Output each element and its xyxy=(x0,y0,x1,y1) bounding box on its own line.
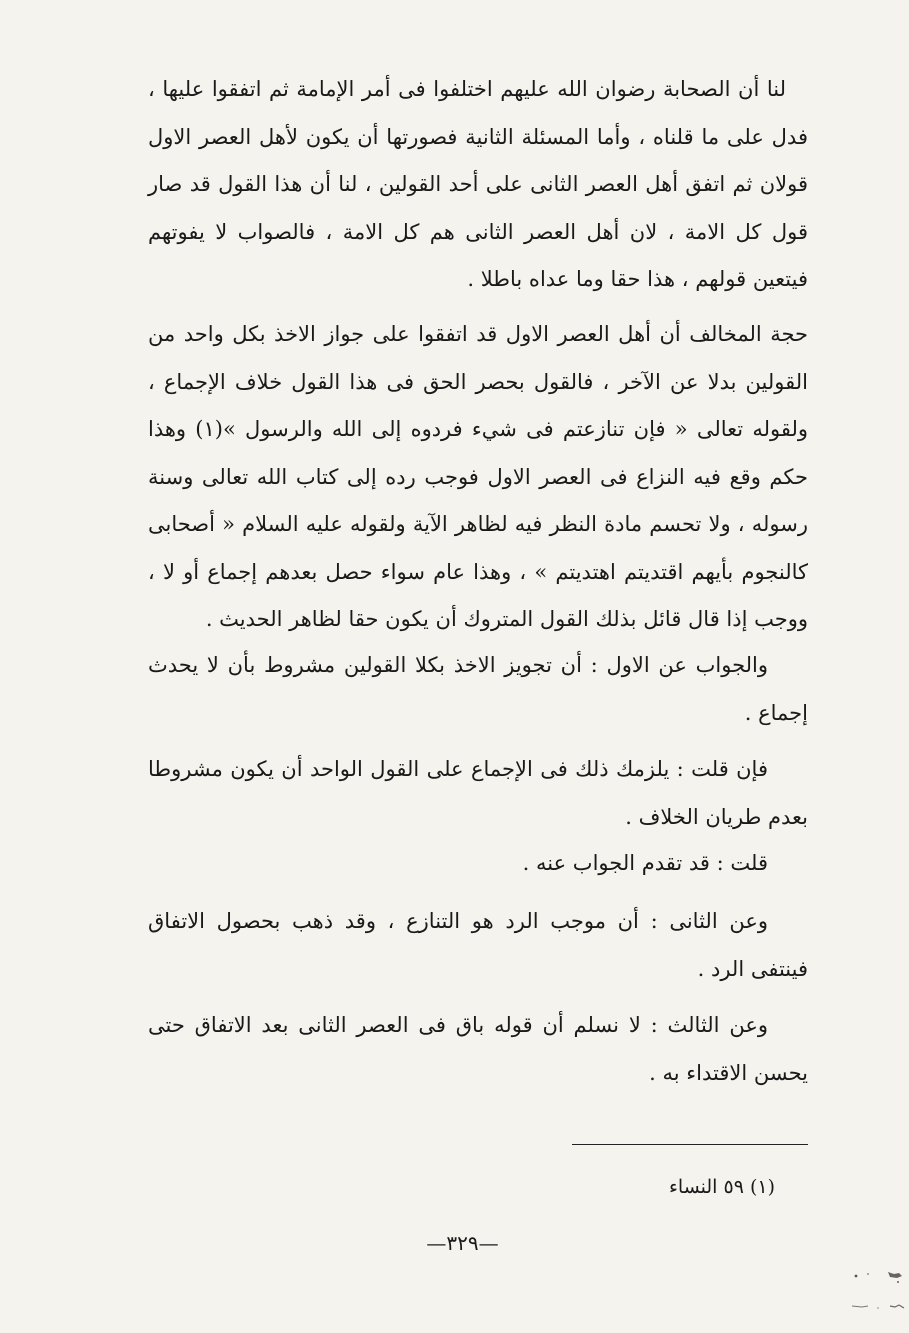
paragraph-7: وعن الثالث : لا نسلم أن قوله باق فى العصر الثانى بعد الاتفاق حتى يحسن الاقتداء به . xyxy=(148,1013,808,1085)
main-text-2 xyxy=(148,311,808,644)
paragraph-1: لنا أن الصحابة رضوان الله عليهم اختلفوا فى أمر الإمامة ثم اتفقوا عليها ، فدل على ما قلناه ، وأما المسئلة الثانية فصورتها أن يكون لأهل العصر الاول قولان ثم اتفق أهل العصر الثانى على أحد القولين ، لنا أن هذا القول قد صار قول كل الامة ، لان أهل العصر الثانى هم كل الامة ، فالصواب لا يفوتهم فيتعين قولهم ، هذا حقا وما عداه باطلا . xyxy=(148,77,808,291)
paragraph-2: حجة المخالف أن أهل العصر الاول قد اتفقوا على جواز الاخذ بكل واحد من القولين بدلا عن الآخر ، فالقول بحصر الحق فى هذا القول خلاف الإجماع ، ولقوله تعالى « فإن تنازعتم فى شيء فردوه إلى الله والرسول »(١) وهذا حكم وقع فيه النزاع فى العصر الاول فوجب رده إلى كتاب الله تعالى وسنة رسوله ، ولا تحسم مادة النظر فيه لظاهر الآية ولقوله عليه السلام « أصحابى كالنجوم بأيهم اقتديتم اهتديتم » ، وهذا عام سواء حصل بعدهم إجماع أو لا ، ووجب إذا قال قائل بذلك القول المتروك أن يكون حقا لظاهر الحديث . xyxy=(148,322,808,631)
main-text-3 xyxy=(148,642,808,737)
paragraph-6: وعن الثانى : أن موجب الرد هو التنازع ، وقد ذهب بحصول الاتفاق فينتفى الرد . xyxy=(148,909,808,981)
main-text-5 xyxy=(148,840,808,888)
main-text-6 xyxy=(148,898,808,993)
page-number: —٣٢٩— xyxy=(426,1231,499,1255)
footnote-separator xyxy=(572,1144,808,1145)
paragraph-5: قلت : قد تقدم الجواب عنه . xyxy=(522,851,768,875)
footnote: (١) ٥٩ النساء xyxy=(668,1176,775,1198)
paragraph-4: فإن قلت : يلزمك ذلك فى الإجماع على القول الواحد أن يكون مشروطا بعدم طريان الخلاف . xyxy=(148,757,808,829)
paragraph-3: والجواب عن الاول : أن تجويز الاخذ بكلا القولين مشروط بأن لا يحدث إجماع . xyxy=(148,653,808,725)
scan-specks xyxy=(838,1262,908,1322)
main-text-4 xyxy=(148,746,808,841)
main-text-7 xyxy=(148,1002,808,1097)
main-text xyxy=(148,66,808,304)
